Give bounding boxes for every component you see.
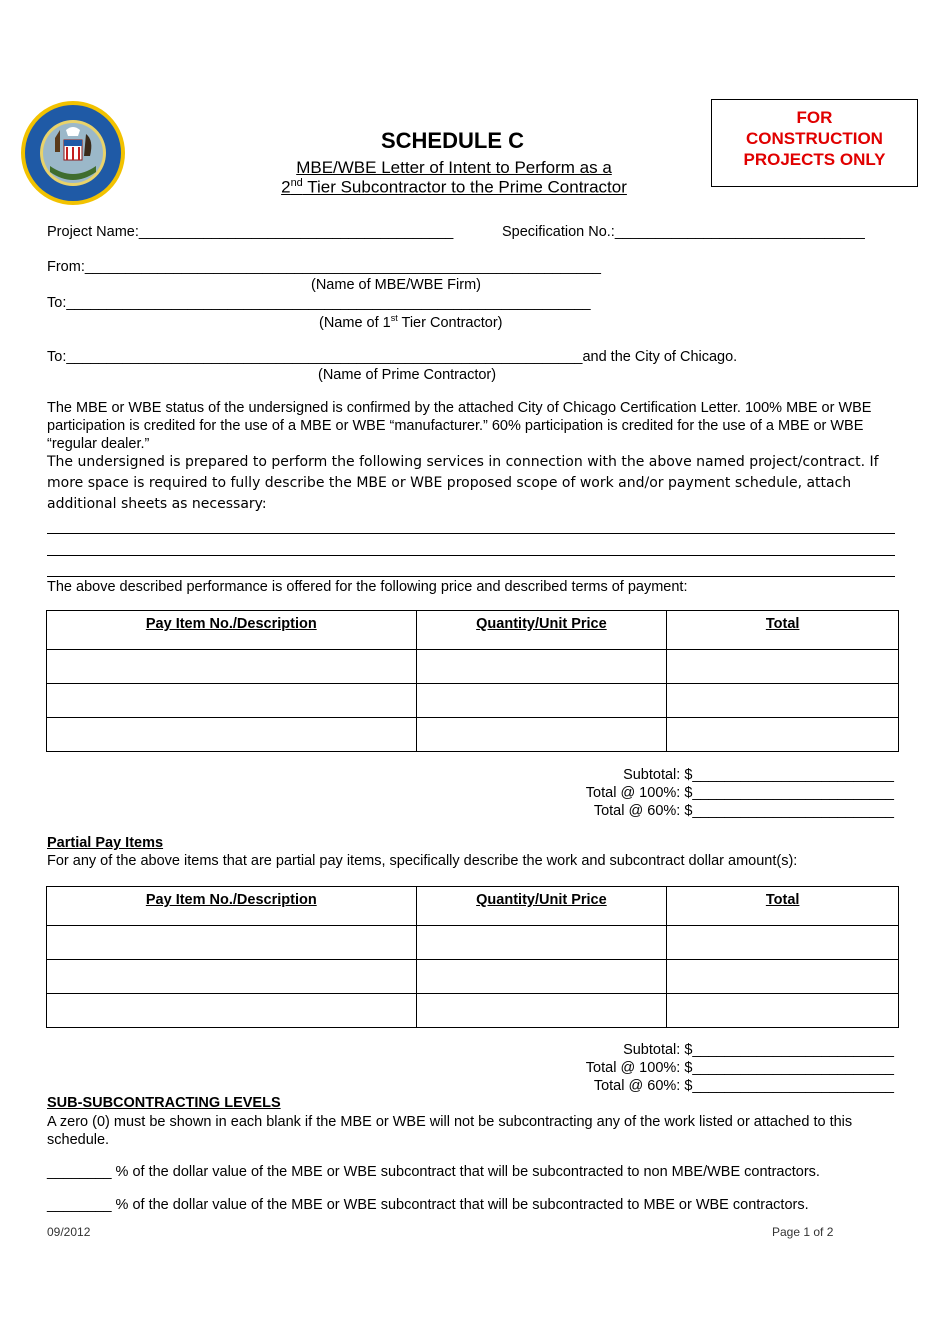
header-quantity: Quantity/Unit Price bbox=[416, 887, 667, 926]
table-row bbox=[47, 684, 899, 718]
totals-block bbox=[586, 766, 894, 820]
seal-text bbox=[20, 100, 126, 206]
total-60-field[interactable]: Total @ 60%: $_________________________ bbox=[593, 803, 894, 819]
table-row bbox=[47, 718, 899, 752]
header-pay-item: Pay Item No./Description bbox=[47, 887, 417, 926]
table-cell[interactable] bbox=[47, 960, 417, 994]
offer-text: The above described performance is offered for the following price and described terms of payment: bbox=[47, 579, 688, 595]
to-prime-caption: (Name of Prime Contractor) bbox=[318, 367, 497, 383]
table-cell[interactable] bbox=[47, 926, 417, 960]
table-row bbox=[47, 960, 899, 994]
table-row bbox=[47, 650, 899, 684]
table-header-row bbox=[47, 611, 899, 650]
to-first-tier-field[interactable]: To:_________________________________________________________________ bbox=[47, 295, 591, 311]
table-header-row bbox=[47, 887, 899, 926]
table-cell[interactable] bbox=[47, 718, 417, 752]
table-cell[interactable] bbox=[416, 960, 667, 994]
caption-post: Tier Contractor) bbox=[397, 314, 503, 331]
construction-notice-box bbox=[711, 99, 918, 187]
partial-pay-table bbox=[46, 886, 899, 1028]
description-line-3[interactable] bbox=[47, 576, 895, 577]
table-cell[interactable] bbox=[667, 926, 899, 960]
table-row bbox=[47, 926, 899, 960]
caption-pre: (Name of 1 bbox=[319, 314, 391, 331]
header-quantity: Quantity/Unit Price bbox=[416, 611, 667, 650]
partial-pay-text: For any of the above items that are partial pay items, specifically describe the work and subcontract dollar amount(s): bbox=[47, 853, 798, 869]
subtitle-tier-suffix: nd bbox=[290, 177, 303, 189]
sub-levels-heading: SUB-SUBCONTRACTING LEVELS bbox=[47, 1095, 281, 1111]
page-title: SCHEDULE C bbox=[380, 128, 524, 153]
status-paragraph: The MBE or WBE status of the undersigned is confirmed by the attached City of Chicago Certification Letter. 100% MBE or WBE participation is credited for the use of a MBE or WBE “manufacturer.” 60% participation is credited for the use of a MBE or WBE “regular dealer.” bbox=[47, 400, 872, 452]
partial-totals-block bbox=[586, 1041, 894, 1095]
subtitle-tier-number: 2 bbox=[281, 177, 291, 197]
table-cell[interactable] bbox=[47, 994, 417, 1028]
table-row bbox=[47, 994, 899, 1028]
header-total: Total bbox=[667, 611, 899, 650]
notice-line-2: CONSTRUCTION bbox=[746, 129, 883, 148]
subtitle-tier-rest: Tier Subcontractor to the Prime Contractor bbox=[302, 177, 627, 197]
table-cell[interactable] bbox=[416, 684, 667, 718]
table-cell[interactable] bbox=[416, 926, 667, 960]
header-pay-item: Pay Item No./Description bbox=[47, 611, 417, 650]
notice-line-3: PROJECTS ONLY bbox=[743, 150, 886, 169]
partial-subtotal-field[interactable]: Subtotal: $_________________________ bbox=[623, 1042, 894, 1058]
description-line-1[interactable] bbox=[47, 533, 895, 534]
subtitle-line-1: MBE/WBE Letter of Intent to Perform as a bbox=[296, 158, 612, 177]
table-cell[interactable] bbox=[47, 684, 417, 718]
non-mbe-percent-field[interactable]: ________ % of the dollar value of the MBE or WBE subcontract that will be subcontracted to non MBE/WBE contractors. bbox=[47, 1164, 820, 1180]
subtitle-line-2 bbox=[244, 177, 664, 198]
to-prime-field[interactable]: To:________________________________________________________________and the City of Chicago. bbox=[47, 349, 738, 365]
table-cell[interactable] bbox=[667, 650, 899, 684]
description-line-2[interactable] bbox=[47, 555, 895, 556]
table-cell[interactable] bbox=[416, 994, 667, 1028]
table-cell[interactable] bbox=[667, 684, 899, 718]
partial-total-100-field[interactable]: Total @ 100%: $_________________________ bbox=[585, 1060, 894, 1076]
from-caption: (Name of MBE/WBE Firm) bbox=[311, 277, 481, 293]
table-cell[interactable] bbox=[47, 650, 417, 684]
services-paragraph: The undersigned is prepared to perform the following services in connection with the above named project/contract. If more space is required to fully describe the MBE or WBE proposed scope of work and/or payment schedule, attach additional sheets as necessary: bbox=[47, 454, 879, 512]
table-cell[interactable] bbox=[667, 960, 899, 994]
specification-field[interactable]: Specification No.:_______________________________ bbox=[502, 224, 865, 240]
subtotal-field[interactable]: Subtotal: $_________________________ bbox=[623, 767, 894, 783]
partial-total-60-field[interactable]: Total @ 60%: $_________________________ bbox=[593, 1078, 894, 1094]
footer-date: 09/2012 bbox=[47, 1225, 91, 1239]
notice-line-1: FOR bbox=[796, 108, 833, 127]
footer-page-number: Page 1 of 2 bbox=[772, 1225, 834, 1239]
partial-pay-heading: Partial Pay Items bbox=[47, 835, 164, 851]
pay-items-table bbox=[46, 610, 899, 752]
header-total: Total bbox=[667, 887, 899, 926]
table-cell[interactable] bbox=[416, 650, 667, 684]
project-name-field[interactable]: Project Name:_______________________________________ bbox=[47, 224, 454, 240]
to-first-tier-caption bbox=[319, 313, 503, 331]
table-cell[interactable] bbox=[667, 994, 899, 1028]
mbe-percent-field[interactable]: ________ % of the dollar value of the MBE or WBE subcontract that will be subcontracted to MBE or WBE contractors. bbox=[47, 1197, 809, 1213]
total-100-field[interactable]: Total @ 100%: $_________________________ bbox=[585, 785, 894, 801]
table-cell[interactable] bbox=[416, 718, 667, 752]
sub-levels-text: A zero (0) must be shown in each blank if the MBE or WBE will not be subcontracting any of the work listed or attached to this schedule. bbox=[47, 1114, 853, 1148]
caption-sup: st bbox=[390, 313, 398, 323]
table-cell[interactable] bbox=[667, 718, 899, 752]
from-field[interactable]: From:________________________________________________________________ bbox=[47, 259, 601, 275]
